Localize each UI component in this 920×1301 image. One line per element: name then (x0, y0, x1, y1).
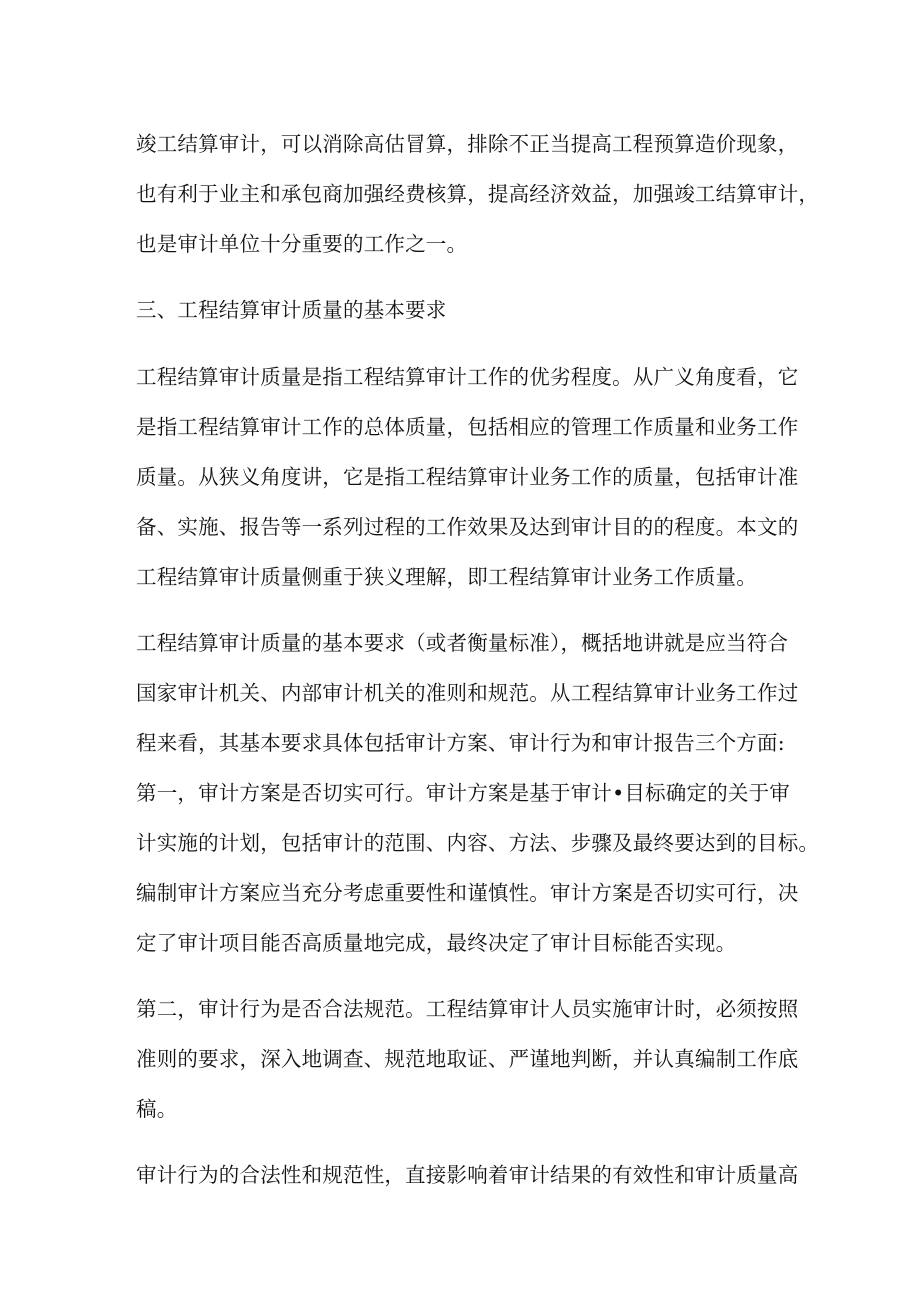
paragraph-3-line-1: 工程结算审计质量是指工程结算审计工作的优劣程度。从广义角度看，它 (136, 365, 799, 389)
paragraph-1-line-2: 也有利于业主和承包商加强经费核算，提高经济效益，加强竣工结算审计， (136, 182, 820, 206)
paragraph-5-line-2: 准则的要求，深入地调查、规范地取证、严谨地判断，并认真编制工作底 (136, 1047, 799, 1071)
paragraph-1-line-1: 竣工结算审计，可以消除高估冒算，排除不正当提高工程预算造价现象， (136, 132, 799, 156)
paragraph-4-line-3: 程来看，其基本要求具体包括审计方案、审计行为和审计报告三个方面: (136, 731, 785, 755)
paragraph-5-line-3: 稿。 (136, 1097, 178, 1121)
paragraph-5-line-1: 第二，审计行为是否合法规范。工程结算审计人员实施审计时，必须按照 (136, 997, 799, 1021)
paragraph-4-line-2: 国家审计机关、内部审计机关的准则和规范。从工程结算审计业务工作过 (136, 681, 799, 705)
paragraph-3-line-4: 备、实施、报告等一系列过程的工作效果及达到审计目的的程度。本文的 (136, 515, 799, 539)
paragraph-3-line-5: 工程结算审计质量侧重于狭义理解，即工程结算审计业务工作质量。 (136, 565, 757, 589)
section-heading: 三、工程结算审计质量的基本要求 (136, 298, 447, 322)
paragraph-6-line-1: 审计行为的合法性和规范性，直接影响着审计结果的有效性和审计质量高 (136, 1163, 799, 1187)
paragraph-4-line-6: 编制审计方案应当充分考虑重要性和谨慎性。审计方案是否切实可行，决 (136, 881, 799, 905)
paragraph-3-line-2: 是指工程结算审计工作的总体质量，包括相应的管理工作质量和业务工作 (136, 415, 799, 439)
paragraph-3-line-3: 质量。从狭义角度讲，它是指工程结算审计业务工作的质量，包括审计准 (136, 465, 799, 489)
paragraph-1-line-3: 也是审计单位十分重要的工作之一。 (136, 232, 468, 256)
paragraph-4-line-5: 计实施的计划，包括审计的范围、内容、方法、步骤及最终要达到的目标。 (136, 831, 820, 855)
paragraph-4-line-4: 第一，审计方案是否切实可行。审计方案是基于审计•目标确定的关于审 (136, 781, 790, 805)
paragraph-4-line-1: 工程结算审计质量的基本要求（或者衡量标准），概括地讲就是应当符合 (136, 631, 789, 655)
paragraph-4-line-7: 定了审计项目能否高质量地完成，最终决定了审计目标能否实现。 (136, 931, 737, 955)
